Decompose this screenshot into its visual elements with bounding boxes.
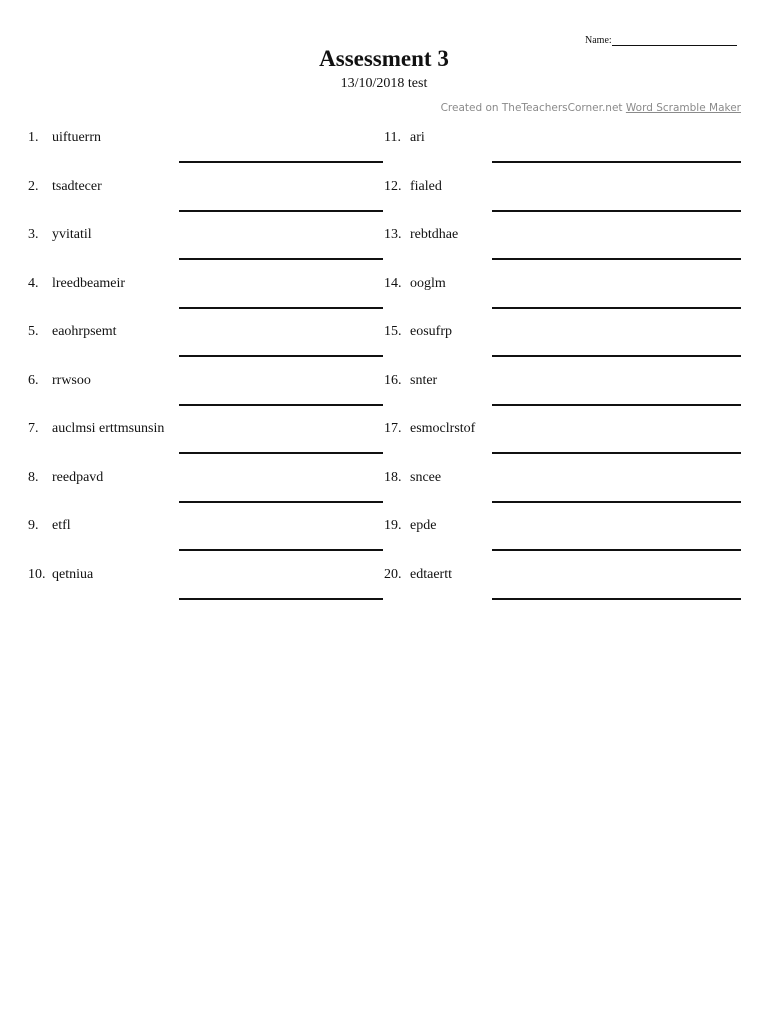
scramble-item [28,324,117,340]
item-number: 13. [384,227,402,242]
answer-line[interactable] [492,404,741,406]
item-number: 10. [28,567,46,582]
scramble-item [384,421,476,437]
answer-line[interactable] [179,307,383,309]
scrambled-word: rrwsoo [52,373,91,388]
scrambled-word: reedpavd [52,470,104,485]
name-label: Name: [585,35,612,46]
answer-line[interactable] [179,161,383,163]
scramble-item [384,373,438,389]
scrambled-word: tsadtecer [52,179,102,194]
scrambled-word: etfl [52,518,71,533]
page-subtitle: 13/10/2018 test [340,76,428,91]
item-number: 14. [384,276,402,291]
item-number: 19. [384,518,402,533]
item-number: 8. [28,470,39,485]
scrambled-word: eaohrpsemt [52,324,117,339]
answer-line[interactable] [492,501,741,503]
scramble-item [384,470,442,486]
answer-line[interactable] [179,210,383,212]
item-number: 11. [384,130,401,145]
scrambled-word: qetniua [52,567,94,582]
answer-line[interactable] [492,161,741,163]
scramble-item [28,130,101,146]
answer-line[interactable] [492,210,741,212]
scrambled-word: auclmsi erttmsunsin [52,421,165,436]
scramble-item [28,470,104,486]
scrambled-word: uiftuerrn [52,130,101,145]
item-number: 20. [384,567,402,582]
scrambled-word: yvitatil [52,227,92,242]
scramble-item [384,179,442,195]
item-number: 15. [384,324,402,339]
answer-line[interactable] [492,452,741,454]
answer-line[interactable] [179,549,383,551]
scramble-item [28,373,91,389]
answer-line[interactable] [179,404,383,406]
scramble-item [28,179,102,195]
scrambled-word: eosufrp [410,324,452,339]
answer-line[interactable] [179,452,383,454]
answer-line[interactable] [179,598,383,600]
scrambled-word: rebtdhae [410,227,459,242]
scrambled-word: snter [410,373,438,388]
item-number: 4. [28,276,39,291]
item-number: 16. [384,373,402,388]
item-number: 6. [28,373,39,388]
scramble-item [28,276,126,292]
scrambled-word: sncee [410,470,442,485]
credit-text: Created on TheTeachersCorner.net [440,102,626,114]
item-number: 1. [28,130,39,145]
scrambled-word: ooglm [410,276,446,291]
item-number: 2. [28,179,39,194]
scramble-item [384,324,452,340]
scramble-item [384,227,459,243]
answer-line[interactable] [492,549,741,551]
item-number: 12. [384,179,402,194]
item-number: 7. [28,421,39,436]
answer-line[interactable] [179,258,383,260]
credit-link[interactable]: Word Scramble Maker [625,102,741,114]
scramble-item [28,421,165,437]
scrambled-word: esmoclrstof [410,421,476,436]
answer-line[interactable] [492,307,741,309]
answer-line[interactable] [179,355,383,357]
scrambled-word: edtaertt [410,567,452,582]
page-title: Assessment 3 [319,46,449,71]
scramble-item [28,567,94,583]
scrambled-word: epde [410,518,437,533]
answer-line[interactable] [179,501,383,503]
scrambled-word: lreedbeameir [52,276,126,291]
item-number: 3. [28,227,39,242]
item-number: 17. [384,421,402,436]
scramble-item [384,567,452,583]
scrambled-word: fialed [410,179,442,194]
answer-line[interactable] [492,355,741,357]
scramble-item [384,518,437,534]
scramble-item [28,227,92,243]
scramble-item [384,276,446,292]
scramble-item [28,518,71,534]
answer-line[interactable] [492,258,741,260]
item-number: 9. [28,518,39,533]
scrambled-word: ari [410,130,425,145]
item-number: 18. [384,470,402,485]
answer-line[interactable] [492,598,741,600]
scramble-item [384,130,425,146]
item-number: 5. [28,324,39,339]
